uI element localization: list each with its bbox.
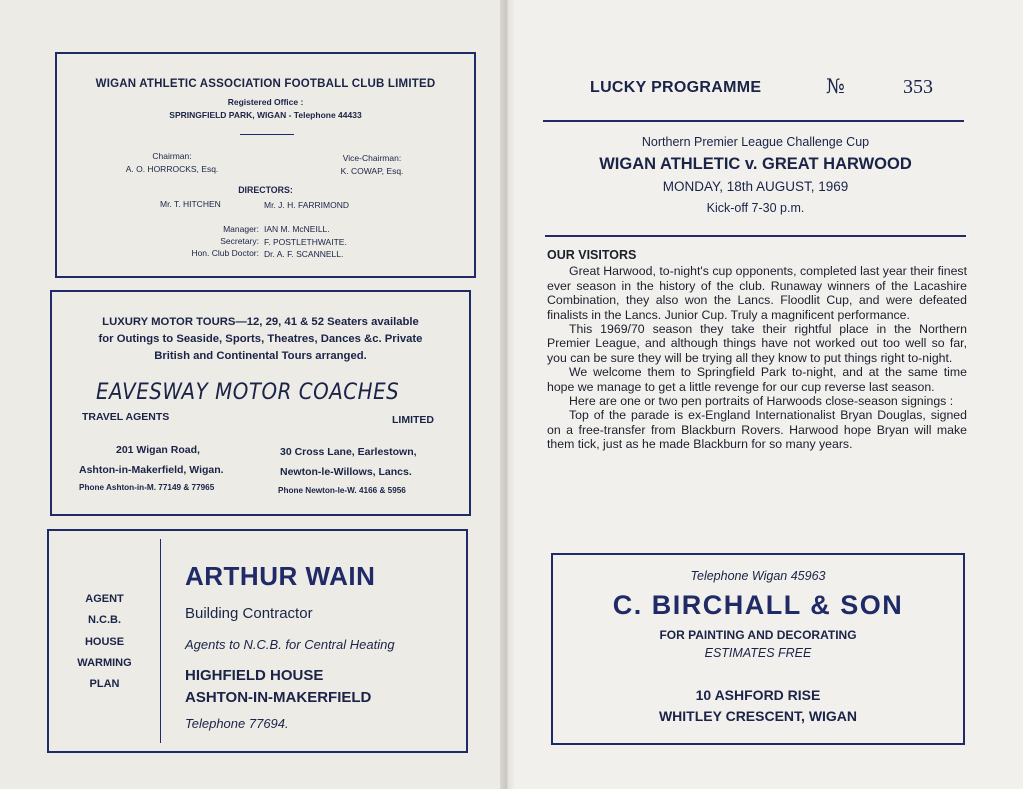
birchall-address-2: WHITLEY CRESCENT, WIGAN (658, 708, 858, 724)
visitors-paragraph-2: This 1969/70 season they take their rightful place in the Northern Premier League, and although things have not worked out too well so far, you can be sure they will be trying all they know to put things right to-night. (547, 322, 967, 365)
competition-name: Northern Premier League Challenge Cup (641, 135, 870, 149)
travel-agents: TRAVEL AGENTS (82, 411, 170, 423)
vice-chairman-name: K. COWAP, Esq. (340, 166, 404, 176)
vertical-divider (160, 539, 161, 743)
wain-telephone: Telephone 77694. (185, 716, 289, 731)
side-plan: PLAN (89, 678, 120, 690)
address-1-phone: Phone Ashton-in-M. 77149 & 77965 (79, 483, 215, 492)
doctor-name: Dr. A. F. SCANNELL. (264, 249, 344, 259)
company-name: EAVESWAY MOTOR COACHES (96, 380, 400, 405)
doctor-label: Hon. Club Doctor: (191, 248, 259, 258)
match-rule (545, 235, 966, 237)
lucky-programme-label: LUCKY PROGRAMME (590, 79, 762, 96)
header-rule (543, 120, 964, 122)
arthur-wain-title: ARTHUR WAIN (185, 561, 376, 591)
our-visitors-article (547, 248, 967, 452)
match-date: MONDAY, 18th AUGUST, 1969 (662, 179, 849, 194)
arthur-wain-box (47, 529, 468, 753)
central-heating-agents: Agents to N.C.B. for Central Heating (185, 637, 395, 652)
registered-office: SPRINGFIELD PARK, WIGAN - Telephone 44433 (169, 110, 362, 120)
building-contractor: Building Contractor (185, 605, 313, 622)
chairman-label: Chairman: (152, 151, 192, 161)
address-2-phone: Phone Newton-le-W. 4166 & 5956 (278, 486, 406, 495)
address-1-line-2: Ashton-in-Makerfield, Wigan. (79, 464, 224, 476)
address-1-line-1: 201 Wigan Road, (116, 444, 200, 456)
birchall-name: C. BIRCHALL & SON (612, 590, 904, 620)
manager-name: IAN M. McNEILL. (264, 224, 330, 234)
visitors-paragraph-3: We welcome them to Springfield Park to-night, and at the same time hope we manage to get a little revenge for our cup reverse last season. (547, 365, 967, 394)
side-agent: AGENT (85, 593, 124, 605)
visitors-paragraph-4: Here are one or two pen portraits of Harwoods close-season signings : (569, 394, 954, 409)
birchall-address-1: 10 ASHFORD RISE (695, 687, 821, 703)
directors-label: DIRECTORS: (238, 185, 293, 195)
kick-off-time: Kick-off 7-30 p.m. (706, 201, 805, 215)
visitors-heading: OUR VISITORS (547, 248, 637, 262)
address-highfield-house: HIGHFIELD HOUSE (185, 667, 324, 684)
side-ncb: N.C.B. (88, 614, 121, 626)
side-house: HOUSE (84, 636, 125, 648)
club-name: WIGAN ATHLETIC ASSOCIATION FOOTBALL CLUB LIMITED (95, 78, 436, 90)
painting-decorating: FOR PAINTING AND DECORATING (659, 628, 857, 642)
vice-chairman-label: Vice-Chairman: (342, 153, 402, 163)
match-teams: WIGAN ATHLETIC v. GREAT HARWOOD (599, 155, 912, 173)
address-2-line-1: 30 Cross Lane, Earlestown, (280, 446, 417, 458)
number-symbol: № (826, 74, 845, 98)
tours-line-3: British and Continental Tours arranged. (154, 350, 367, 362)
director-hitchen: Mr. T. HITCHEN (160, 199, 221, 209)
secretary-name: F. POSTLETHWAITE. (264, 237, 347, 247)
estimates-free: ESTIMATES FREE (704, 646, 812, 660)
tours-line-2: for Outings to Seaside, Sports, Theatres, Dances &c. Private (98, 333, 423, 345)
motor-tours-box (50, 290, 471, 516)
registered-office-label: Registered Office : (227, 97, 304, 107)
visitors-paragraph-1: Great Harwood, to-night's cup opponents, completed last year their finest ever season in the history of the club. Runaway winners of the Lacashire Combination, they also won the Lancs. Floodlit Cup, and were defeated finalists in the Lancs. Junior Cup. Truly a magnificent performance. (547, 264, 967, 322)
director-farrimond: Mr. J. H. FARRIMOND (264, 200, 349, 210)
manager-label: Manager: (223, 224, 259, 234)
club-info-box (55, 52, 476, 278)
visitors-paragraph-5: Top of the parade is ex-England Internationalist Bryan Douglas, signed on a free-transfer from Blackburn Rovers. Harwood hope Bryan will make them tick, just as he made Blackburn for so many years. (547, 408, 967, 452)
chairman-name: A. O. HORROCKS, Esq. (125, 164, 219, 174)
secretary-label: Secretary: (220, 236, 259, 246)
tours-line-1: LUXURY MOTOR TOURS—12, 29, 41 & 52 Seaters available (102, 316, 419, 328)
birchall-advert-box (551, 553, 965, 745)
side-warming: WARMING (77, 657, 132, 669)
address-2-line-2: Newton-le-Willows, Lancs. (280, 466, 412, 478)
birchall-telephone: Telephone Wigan 45963 (690, 569, 826, 583)
address-ashton: ASHTON-IN-MAKERFIELD (185, 689, 372, 706)
programme-number: 353 (903, 76, 933, 98)
divider-rule (240, 134, 294, 135)
page-fold (500, 0, 514, 789)
limited-label: LIMITED (392, 414, 434, 426)
